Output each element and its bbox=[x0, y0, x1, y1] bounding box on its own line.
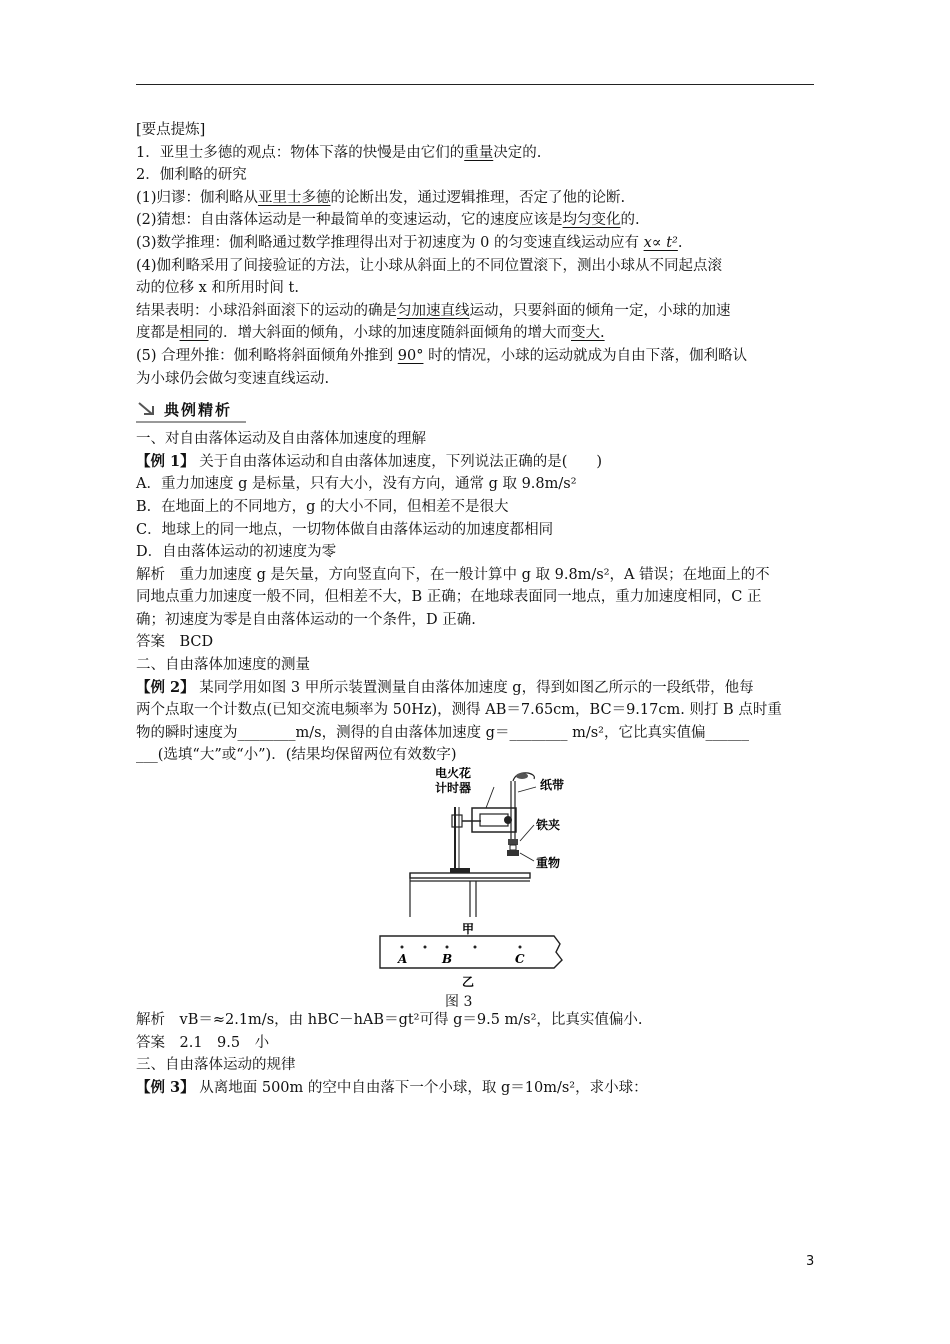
point-8: 结果表明：小球沿斜面滚下的运动的确是匀加速直线运动，只要斜面的倾角一定，小球的加速 bbox=[136, 302, 731, 319]
answer-underline: 相同 bbox=[179, 325, 209, 342]
answer-underline: 亚里士多德 bbox=[258, 189, 331, 206]
point-11: 为小球仍会做匀变速直线运动. bbox=[136, 370, 330, 387]
part2-heading: 二、自由落体加速度的测量 bbox=[136, 657, 310, 674]
example-2-question: 【例 2】 某同学用如图 3 甲所示装置测量自由落体加速度 g，得到如图乙所示的一段纸带，他每 bbox=[136, 678, 754, 696]
label-timer: 电火花 bbox=[435, 767, 472, 781]
section-underline bbox=[136, 421, 246, 423]
point-1: 1．亚里士多德的观点：物体下落的快慢是由它们的重量决定的. bbox=[136, 144, 542, 161]
label-timer: 计时器 bbox=[435, 781, 472, 796]
example-1-analysis: 同地点重力加速度一般不同，但相差不大，B 正确；在地球表面同一地点，重力加速度相同，C 正 bbox=[136, 589, 762, 606]
point-9: 度都是相同的．增大斜面的倾角，小球的加速度随斜面倾角的增大而变大. bbox=[136, 325, 605, 342]
point-2: 2．伽利略的研究 bbox=[136, 167, 247, 184]
arrow-icon bbox=[136, 400, 158, 418]
section-title: 典例精析 bbox=[164, 400, 233, 419]
point-4: (2)猜想：自由落体运动是一种最简单的变速运动，它的速度应该是均匀变化的. bbox=[136, 212, 640, 229]
point-10: (5) 合理外推：伽利略将斜面倾角外推到 90° 时的情况，小球的运动就成为自由下落，伽利略认 bbox=[136, 347, 748, 364]
answer-underline: 重量 bbox=[464, 144, 494, 161]
label-jia: 甲 bbox=[462, 922, 475, 937]
figure-caption: 图 3 bbox=[445, 994, 473, 1011]
point-3: (1)归谬：伽利略从亚里士多德的论断出发，通过逻辑推理，否定了他的论断. bbox=[136, 189, 626, 206]
example-2-question: 物的瞬时速度为________m/s，测得的自由落体加速度 g＝________ m/s²，它比真实值偏______ bbox=[136, 724, 749, 741]
label-clamp: 铁夹 bbox=[536, 818, 561, 833]
answer-underline: 90° bbox=[397, 347, 424, 364]
point-7: 动的位移 x 和所用时间 t. bbox=[136, 280, 299, 297]
key-points-header: [要点提炼] bbox=[136, 122, 206, 138]
point-6: (4)伽利略采用了间接验证的方法，让小球从斜面上的不同位置滚下，测出小球从不同起点滚 bbox=[136, 257, 723, 274]
example-1-option-c: C．地球上的同一地点，一切物体做自由落体运动的加速度都相同 bbox=[136, 521, 554, 538]
header-rule bbox=[136, 84, 814, 85]
part1-heading: 一、对自由落体运动及自由落体加速度的理解 bbox=[136, 431, 426, 448]
example-1-question: 【例 1】 关于自由落体运动和自由落体加速度，下列说法正确的是( ) bbox=[136, 452, 603, 470]
label-weight: 重物 bbox=[536, 856, 561, 871]
page-content bbox=[136, 119, 816, 1099]
figure-3 bbox=[136, 767, 816, 1009]
label-yi: 乙 bbox=[462, 975, 475, 990]
answer-underline: 匀加速直线 bbox=[397, 302, 470, 319]
example-2-question: ___(选填“大”或“小”)．(结果均保留两位有效数字) bbox=[136, 747, 457, 764]
part3-heading: 三、自由落体运动的规律 bbox=[136, 1057, 296, 1074]
tape-point-a: A bbox=[398, 952, 408, 967]
label-tape: 纸带 bbox=[540, 778, 565, 793]
example-1-answer: 答案 BCD bbox=[136, 634, 214, 651]
example-1-analysis: 解析 重力加速度 g 是矢量，方向竖直向下，在一般计算中 g 取 9.8m/s²，A 错误；在地面上的不 bbox=[136, 566, 770, 583]
example-1-option-b: B．在地面上的不同地方，g 的大小不同，但相差不是很大 bbox=[136, 498, 509, 515]
example-3-question: 【例 3】 从离地面 500m 的空中自由落下一个小球，取 g＝10m/s²，求小球： bbox=[136, 1078, 648, 1096]
answer-underline: 变大. bbox=[571, 325, 605, 342]
tape-point-b: B bbox=[442, 952, 453, 967]
example-2-analysis: 解析 vB＝≈2.1m/s，由 hBC－hAB＝gt²可得 g＝9.5 m/s²，比真实值偏小. bbox=[136, 1012, 643, 1029]
paper-tape-diagram bbox=[374, 934, 574, 990]
point-5: (3)数学推理：伽利略通过数学推理得出对于初速度为 0 的匀变速直线运动应有 x∝ t². bbox=[136, 234, 683, 251]
answer-underline: 均匀变化 bbox=[562, 212, 621, 229]
answer-underline: x∝ t² bbox=[643, 234, 678, 251]
section-header bbox=[136, 392, 816, 426]
example-1-option-a: A．重力加速度 g 是标量，只有大小，没有方向，通常 g 取 9.8m/s² bbox=[136, 476, 577, 493]
example-2-question: 两个点取一个计数点(已知交流电频率为 50Hz)，测得 AB＝7.65cm，BC＝9.17cm. 则打 B 点时重 bbox=[136, 702, 782, 719]
example-1-option-d: D．自由落体运动的初速度为零 bbox=[136, 544, 337, 561]
tape-point-c: C bbox=[515, 952, 525, 967]
page-number: 3 bbox=[806, 1254, 815, 1269]
example-1-analysis: 确；初速度为零是自由落体运动的一个条件，D 正确. bbox=[136, 611, 476, 628]
example-2-answer: 答案 2.1 9.5 小 bbox=[136, 1034, 270, 1051]
